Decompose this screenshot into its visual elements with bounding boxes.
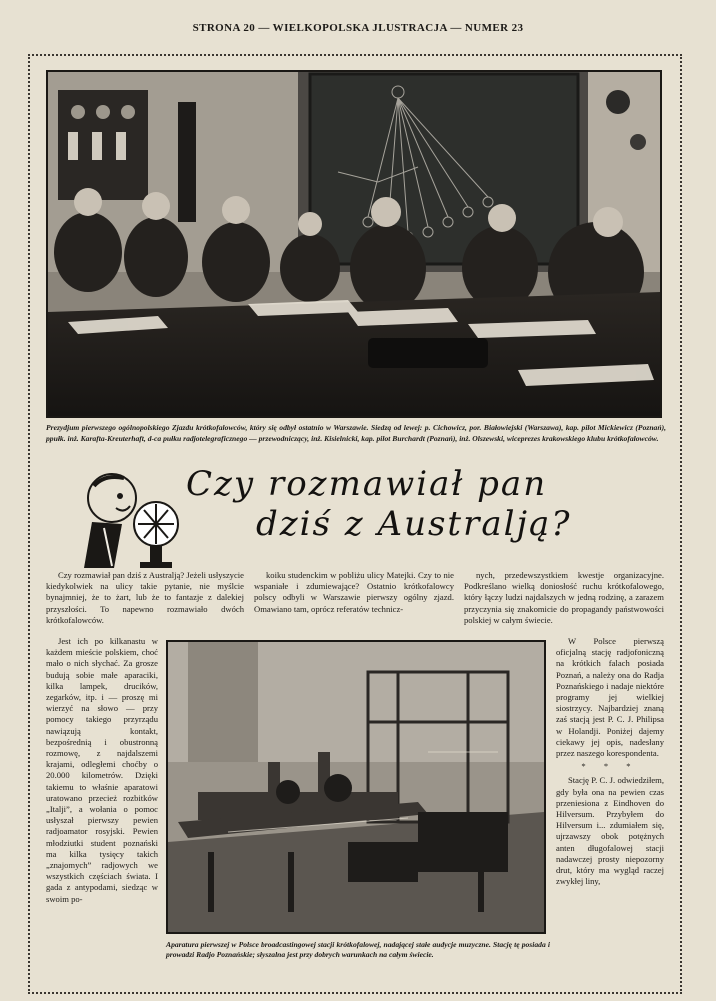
apparatus-photo xyxy=(166,640,546,934)
section-separator: * * * xyxy=(581,761,639,772)
article-column-3-top xyxy=(464,570,664,636)
article-column-1-narrow xyxy=(46,636,158,988)
article-column-2-top xyxy=(254,570,454,636)
article-title-area xyxy=(40,462,680,574)
paragraph: Jest ich po kilkanastu w każdem mieście polskiem, choć mało o nich słychać. Za grosze budują sobie małe aparaciki, kilka lampek, drucików, zegarków, itp. i — proszę mi wierzyć na słowo — przy pomocy takiego przyrządu nawiązują kontakt, bezpośrednią i obustronną rozmowę, z najdalszemi krajami, odległemi choćby o 20.000 kilometrów. Dzięki takiemu to właśnie aparatowi uratowano przecież rozbitków „Italji”, a wołania o pomoc usłyszał pierwszy pewien radjoamator rosyjski. Pewien młodziutki student poznański ma kilka tysięcy takich „znajomych” radjowych we wszystkich częściach świata. I gada z antypodami, siedząc w swoim po- xyxy=(46,636,158,904)
paragraph: Czy rozmawiał pan dziś z Australją? Jeżeli usłyszycie kiedykolwiek na ulicy takie pytanie, nie myślcie bynajmniej, że to żart, lub że to fantazje z dalekiej przyszłości. To napewno rozmawiało dwóch krótkofalowców. xyxy=(46,570,244,625)
presidium-caption: Prezydjum pierwszego ogólnopolskiego Zjazdu krótkofalowców, który się odbył ostatnio w Warszawie. Siedzą od lewej: p. Cichowicz, por. Białowiejski (Warszawa), kap. pilot Mickiewicz (Poznań), ppułk. inż. Karafta-Kreuterhaft, d-ca pułku radjotelegraficznego — przewodniczący, inż. Kisielnicki, kap. pilot Burchardt (Poznań), inż. Olszewski, wiceprezes krakowskiego klubu krótkofalowców. xyxy=(46,423,666,443)
article-title-line-2: dziś z Australją? xyxy=(256,504,572,544)
article-column-3-narrow xyxy=(556,636,664,988)
paragraph: nych, przedewszystkiem kwestje organizacyjne. Podkreślano wielką doniosłość ruchu krótkofalowego, który łączy ludzi najdalszych w jedną rodzinę, a zarazem przyczynia się znakomicie do propagandy państwowości polskiej w całym świecie. xyxy=(464,570,664,625)
apparatus-caption: Aparatura pierwszej w Polsce broadcastingowej stacji krótkofalowej, nadającej stałe audycje muzyczne. Stację tę posiada i prowadzi Radjo Poznańskie; słyszalna jest przy dobrych warunkach na całym świecie. xyxy=(166,940,550,960)
cartoon-radio-listener-icon xyxy=(64,468,184,572)
presidium-photo xyxy=(46,70,662,418)
paragraph: Stację P. C. J. odwiedziłem, gdy była ona na pewien czas przeniesiona z Eindhoven do Hilversum. Przybyłem do Hilversum i... zdumiałem się, ujrzawszy obok potężnych anten długofalowej stacji nadawczej prosty niepozorny drut, który ma wygląd raczej zwykłej liny, xyxy=(556,775,664,887)
paragraph: koiku studenckim w pobliżu ulicy Matejki. Czy to nie wspaniałe i zdumiewające? Ostatnio krótkofalowcy polscy odbyli w Warszawie pierwszy ogólny zjazd. Omawiano tam, oprócz referatów technicz- xyxy=(254,570,454,614)
article-column-1-top xyxy=(46,570,244,636)
page-header: STRONA 20 — WIELKOPOLSKA JLUSTRACJA — NUMER 23 xyxy=(192,22,524,34)
paragraph: W Polsce pierwszą oficjalną stację radjofoniczną na krótkich falach posiada Poznań, a należy ona do Radja Poznańskiego i nadaje niektóre programy jej wielkiej siostrzycy. Najbardziej znaną zaś stacją jest P. C. J. Philipsa w Holandji. Poniżej dajemy ciekawy jej opis, nadesłany przez naszego korespondenta. xyxy=(556,636,664,759)
article-title-line-1: Czy rozmawiał pan xyxy=(186,464,548,504)
